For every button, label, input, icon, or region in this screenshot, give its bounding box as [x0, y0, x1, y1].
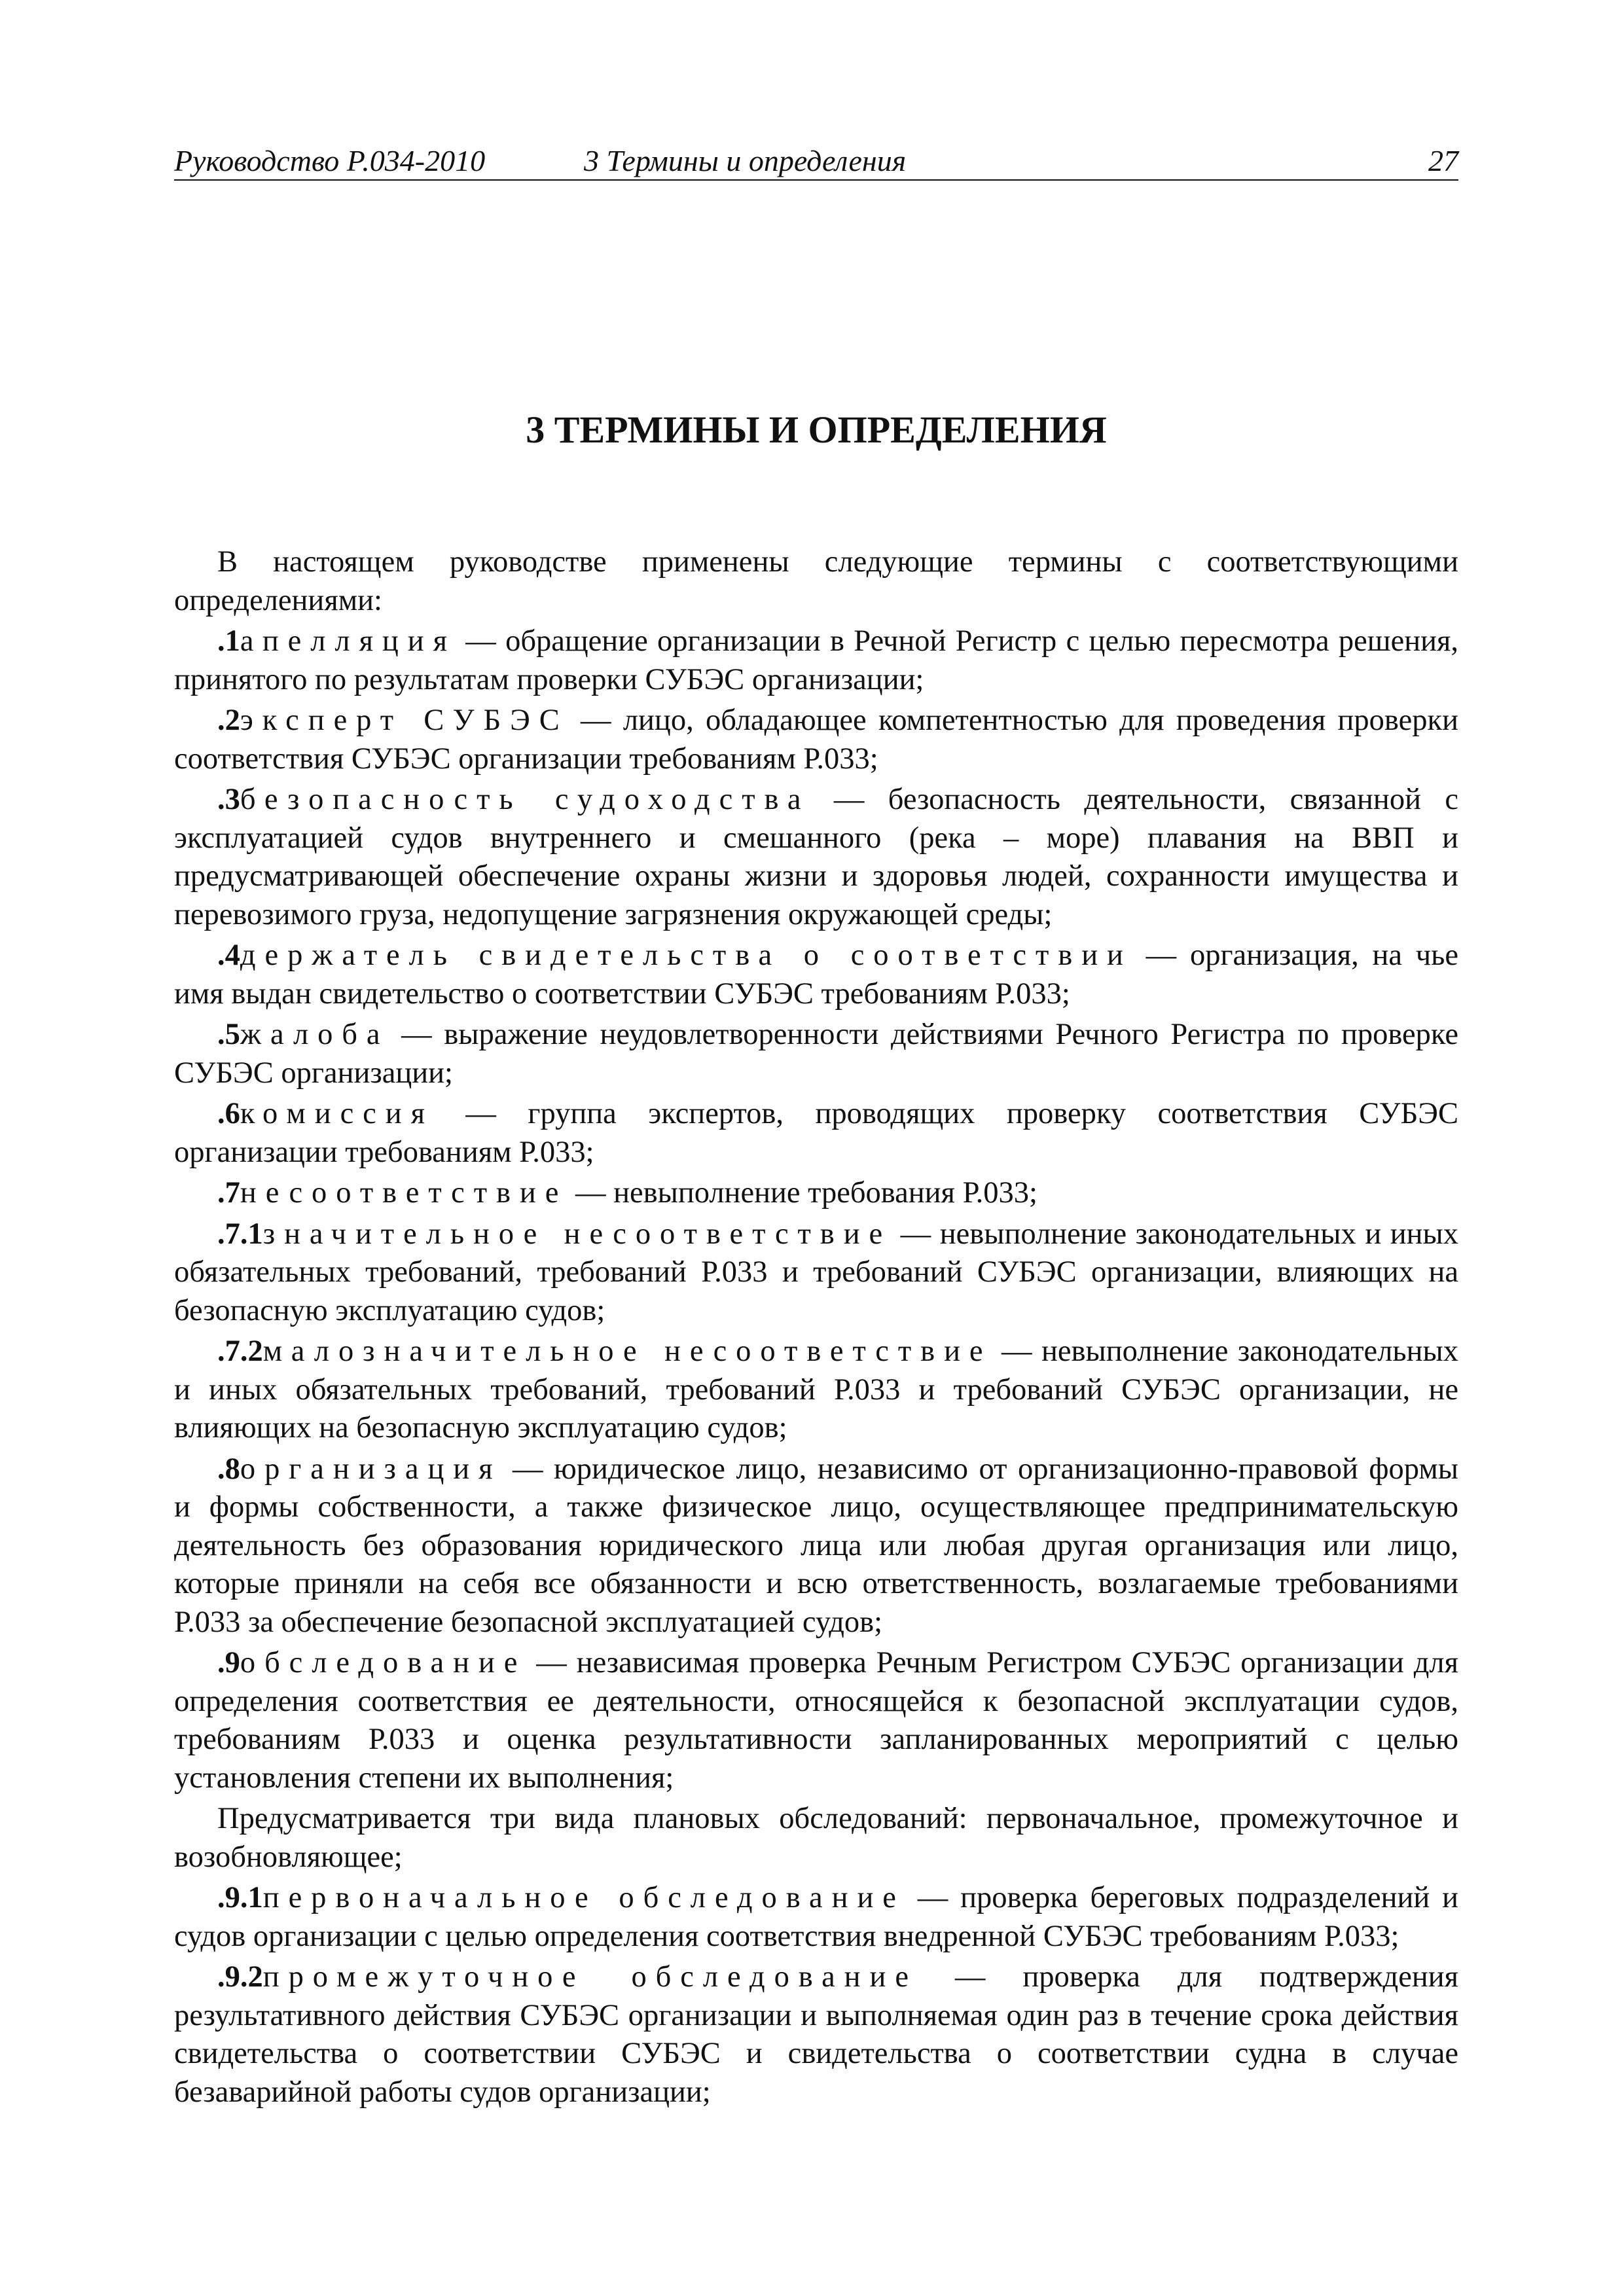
term-number: .5 — [217, 1018, 240, 1051]
term-definition: проверка для подтверждения результативного действия СУБЭС организации и выполняемая один раз в течение срока действия свидетельства о соответствии СУБЭС и свидетельства о соответствии судна в случае безаварийной работы судов организации; — [174, 1960, 1459, 2109]
term-entry — [174, 781, 1458, 934]
term-entry — [174, 622, 1458, 699]
term-definition: юридическое лицо, независимо от организационно-правовой формы и формы собственности, а также физическое лицо, осуществляющее предпринимательскую деятельность без образования юридического лица или любая другая организация или лицо, которые приняли на себя все обязанности и всю ответственность, возлагаемые требованиями Р.033 за обеспечение безопасной эксплуатацией судов; — [174, 1452, 1458, 1639]
term-number: .7.2 — [217, 1335, 263, 1368]
header-page-number: 27 — [1428, 144, 1458, 177]
term-number: .4 — [217, 939, 240, 972]
term-dash: — — [905, 1881, 961, 1914]
term-number: .8 — [217, 1452, 240, 1486]
section-title: 3 ТЕРМИНЫ И ОПРЕДЕЛЕНИЯ — [526, 408, 1107, 451]
term-dash: — — [389, 1018, 444, 1051]
term-dash: — — [456, 624, 506, 658]
term-dash: — — [917, 1960, 1023, 1994]
subterm-entry — [174, 1958, 1458, 2111]
term-definition: безопасность деятельности, связанной с эксплуатацией судов внутреннего и смешанного (река – море) плавания на ВВП и предусматривающей обеспечение охраны жизни и здоровья людей, сохранности имущества и перевозимого груза, недопущение загрязнения окружающей среды; — [174, 783, 1459, 931]
term-dash: — — [568, 704, 623, 737]
term-name: обследование — [240, 1646, 527, 1679]
term-number: .9.1 — [217, 1881, 263, 1914]
term-dash: — — [568, 1176, 614, 1210]
term-number: .6 — [217, 1097, 240, 1130]
term-number: .1 — [217, 624, 240, 658]
term-name: держатель свидетельства о соответствии — [240, 939, 1132, 972]
term-entry — [174, 1450, 1458, 1642]
term-number: .7 — [217, 1176, 240, 1210]
term-name: жалоба — [240, 1018, 389, 1051]
term-dash: — — [526, 1646, 577, 1679]
term-dash: — — [992, 1335, 1041, 1368]
term-number: .2 — [217, 704, 240, 737]
term-dash: — — [892, 1217, 940, 1251]
term-number: .9 — [217, 1646, 240, 1679]
term-name: малозначительное несоответствие — [262, 1335, 992, 1368]
header-section-title: 3 Термины и определения — [584, 144, 907, 177]
term-dash: — — [501, 1452, 554, 1486]
term-name: организация — [240, 1452, 502, 1486]
term-name: первоначальное обследование — [262, 1881, 905, 1914]
term-definition: организация, на чье имя выдан свидетельство о соответствии СУБЭС требованиям Р.033; — [174, 939, 1459, 1011]
term-definition: невыполнение требования Р.033; — [613, 1176, 1038, 1210]
term-dash: — — [810, 783, 888, 816]
term-entry — [174, 937, 1458, 1013]
term-number: .9.2 — [217, 1960, 263, 1994]
term-definition: лицо, обладающее компетентностью для проведения проверки соответствия СУБЭС организации требованиям Р.033; — [174, 704, 1458, 776]
term-definition: невыполнение законодательных и иных обязательных требований, требований Р.033 и требований СУБЭС организации, не влияющих на безопасную эксплуатацию судов; — [174, 1335, 1458, 1444]
term-entry — [174, 1215, 1458, 1331]
note-paragraph: Предусматривается три вида плановых обследований: первоначальное, промежуточное и возобновляющее; — [174, 1802, 1458, 1874]
term-name: несоответствие — [240, 1176, 568, 1210]
term-name: значительное несоответствие — [262, 1217, 892, 1251]
term-entry — [174, 1644, 1458, 1797]
term-definition: проверка береговых подразделений и судов организации с целью определения соответствия внедренной СУБЭС требованиям Р.033; — [174, 1881, 1458, 1953]
intro-paragraph: В настоящем руководстве применены следующие термины с соответствующими определениями: — [174, 545, 1458, 617]
term-dash: — — [433, 1097, 528, 1130]
term-number: .7.1 — [217, 1217, 263, 1251]
term-entry — [174, 1016, 1458, 1092]
term-name: комиссия — [240, 1097, 434, 1130]
header-document-title: Руководство Р.034-2010 — [174, 144, 486, 177]
term-dash: — — [1132, 939, 1190, 972]
running-header — [174, 143, 1458, 181]
term-definition: независимая проверка Речным Регистром СУБЭС организации для определения соответствия ее деятельности, относящейся к безопасной эксплуатации судов, требованиям Р.033 и оценка результативности запланированных мероприятий с целью установления степени их выполнения; — [174, 1646, 1459, 1795]
term-definition: обращение организации в Речной Регистр с целью пересмотра решения, принятого по результатам проверки СУБЭС организации; — [174, 624, 1459, 696]
term-definition: невыполнение законодательных и иных обязательных требований, требований Р.033 и требований СУБЭС организации, влияющих на безопасную эксплуатацию судов; — [174, 1217, 1459, 1327]
term-entry — [174, 1095, 1458, 1172]
section-body — [174, 543, 1458, 2114]
term-name: эксперт СУБЭС — [240, 704, 569, 737]
term-definition: группа экспертов, проводящих проверку соответствия СУБЭС организации требованиям Р.033; — [174, 1097, 1458, 1169]
subterm-entry — [174, 1879, 1458, 1956]
term-entry — [174, 1333, 1458, 1448]
term-entry — [174, 702, 1458, 778]
term-definition: выражение неудовлетворенности действиями Речного Регистра по проверке СУБЭС организации; — [174, 1018, 1459, 1090]
term-name: апелляция — [240, 624, 456, 658]
term-name: промежуточное обследование — [262, 1960, 918, 1994]
term-name: безопасность судоходства — [240, 783, 810, 816]
term-entry — [174, 1174, 1458, 1213]
term-number: .3 — [217, 783, 240, 816]
